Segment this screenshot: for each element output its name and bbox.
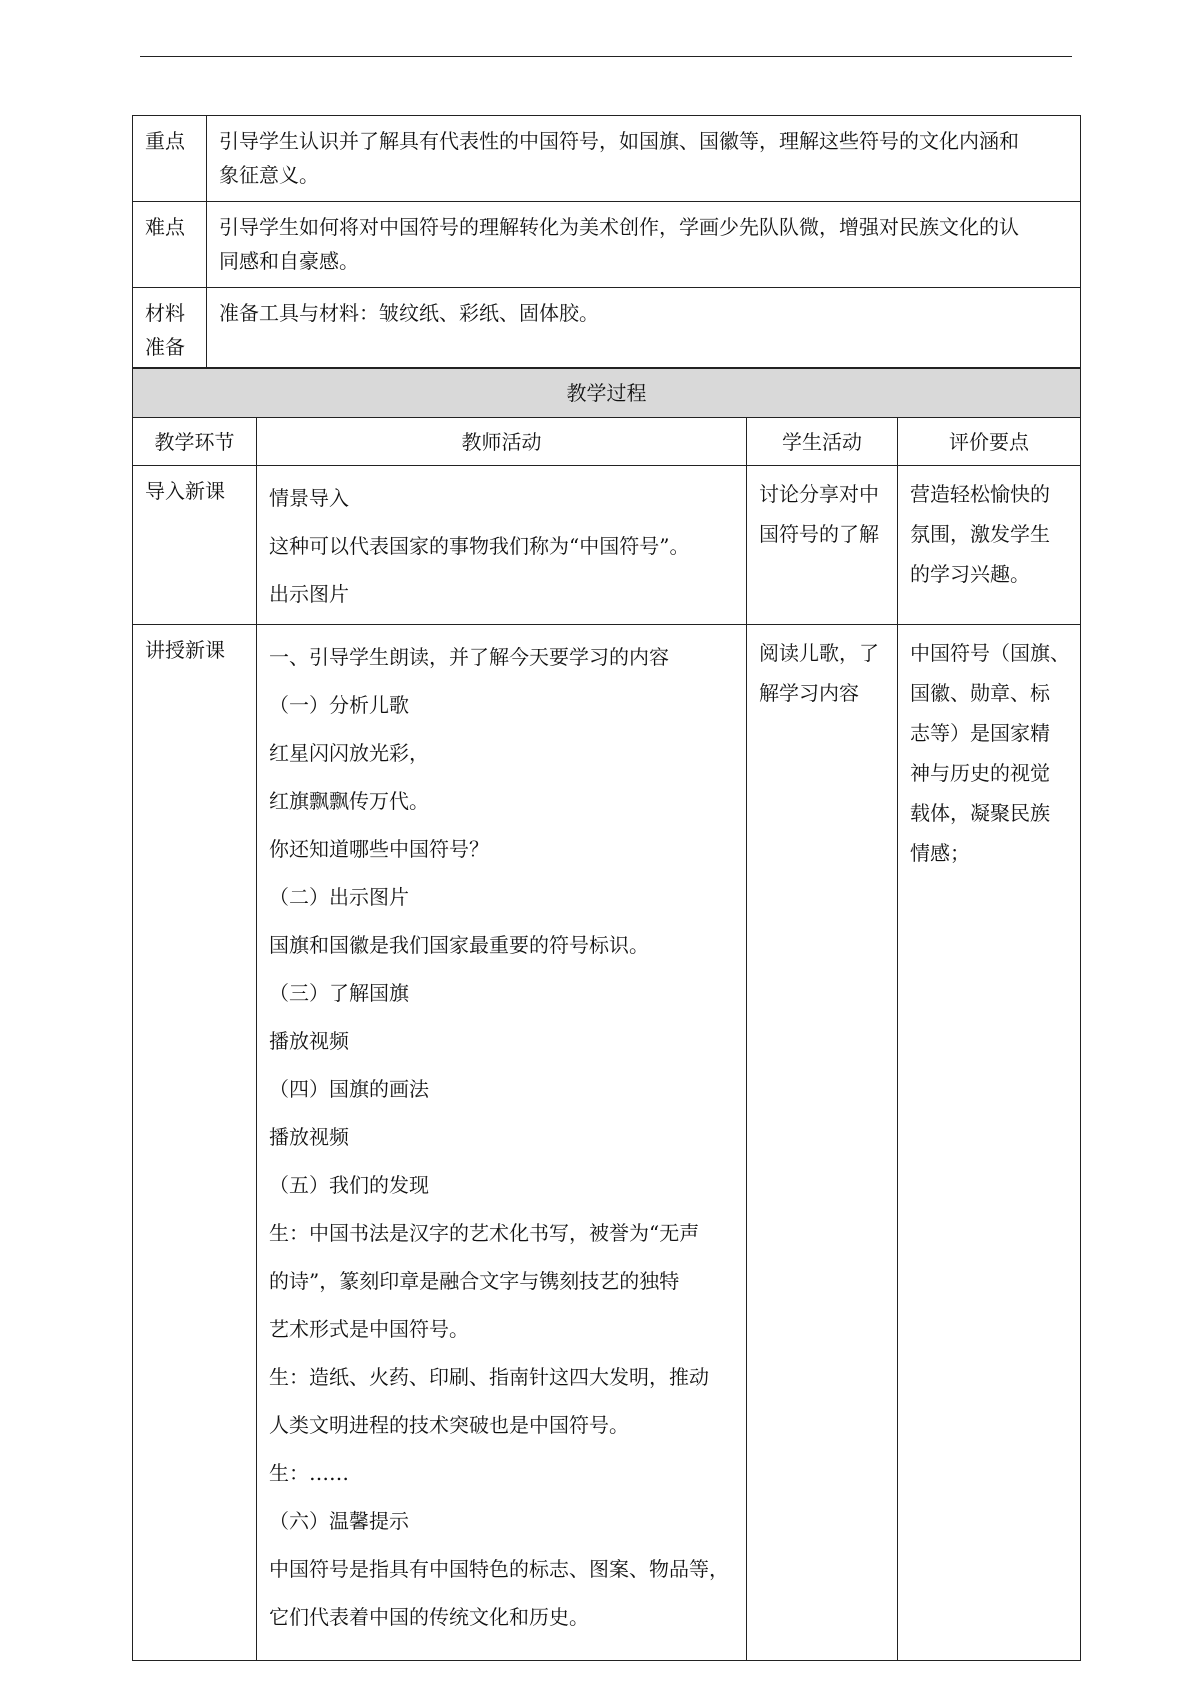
header-student: 学生活动 <box>747 418 898 466</box>
focus-row <box>133 116 1081 202</box>
teacher-line: 生：…… <box>269 1461 349 1485</box>
materials-label: 材料 准备 <box>133 288 207 368</box>
teacher-activity-intro <box>257 466 747 625</box>
teacher-line: 人类文明进程的技术突破也是中国符号。 <box>269 1413 629 1437</box>
difficulty-row <box>133 202 1081 288</box>
lesson-focus-table <box>132 115 1081 368</box>
teacher-line: 的诗”，篆刻印章是融合文字与镌刻技艺的独特 <box>269 1269 680 1293</box>
teacher-activity-new-lesson <box>257 625 747 1661</box>
stage-intro: 导入新课 <box>133 466 257 625</box>
teacher-line: （二）出示图片 <box>269 885 409 909</box>
teacher-line: 红星闪闪放光彩， <box>269 741 429 765</box>
teacher-line: 播放视频 <box>269 1125 349 1149</box>
process-title: 教学过程 <box>133 369 1081 418</box>
teacher-line: 播放视频 <box>269 1029 349 1053</box>
teaching-process-table <box>132 368 1081 1661</box>
teacher-line: 生：造纸、火药、印刷、指南针这四大发明，推动 <box>269 1365 709 1389</box>
teacher-line: 中国符号是指具有中国特色的标志、图案、物品等， <box>269 1557 729 1581</box>
teacher-line: （五）我们的发现 <box>269 1173 429 1197</box>
evaluation-intro: 营造轻松愉快的 氛围，激发学生 的学习兴趣。 <box>898 466 1081 625</box>
teacher-line: 国旗和国徽是我们国家最重要的符号标识。 <box>269 933 649 957</box>
teacher-line: （四）国旗的画法 <box>269 1077 429 1101</box>
teacher-line: 它们代表着中国的传统文化和历史。 <box>269 1605 589 1629</box>
column-header-row <box>133 418 1081 466</box>
teacher-line: 出示图片 <box>269 582 349 606</box>
focus-content: 引导学生认识并了解具有代表性的中国符号，如国旗、国徽等，理解这些符号的文化内涵和 象征意义。 <box>207 116 1081 202</box>
intro-row <box>133 466 1081 625</box>
teacher-line: 这种可以代表国家的事物我们称为“中国符号”。 <box>269 534 690 558</box>
student-activity-new-lesson: 阅读儿歌，了 解学习内容 <box>747 625 898 1661</box>
header-teacher: 教师活动 <box>257 418 747 466</box>
teacher-line: （一）分析儿歌 <box>269 693 409 717</box>
teacher-line: 情景导入 <box>269 486 349 510</box>
teacher-line: 艺术形式是中国符号。 <box>269 1317 469 1341</box>
header-evaluation: 评价要点 <box>898 418 1081 466</box>
difficulty-content: 引导学生如何将对中国符号的理解转化为美术创作，学画少先队队微，增强对民族文化的认 同感和自豪感。 <box>207 202 1081 288</box>
difficulty-label: 难点 <box>133 202 207 288</box>
teacher-line: 你还知道哪些中国符号？ <box>269 837 489 861</box>
teacher-line: 生：中国书法是汉字的艺术化书写，被誉为“无声 <box>269 1221 700 1245</box>
materials-content: 准备工具与材料：皱纹纸、彩纸、固体胶。 <box>207 288 1081 368</box>
teacher-line: （三）了解国旗 <box>269 981 409 1005</box>
teacher-line: 红旗飘飘传万代。 <box>269 789 429 813</box>
teacher-line: （六）温馨提示 <box>269 1509 409 1533</box>
student-activity-intro: 讨论分享对中 国符号的了解 <box>747 466 898 625</box>
evaluation-new-lesson: 中国符号（国旗、 国徽、勋章、标 志等）是国家精 神与历史的视觉 载体，凝聚民族 情感； <box>898 625 1081 1661</box>
new-lesson-row <box>133 625 1081 1661</box>
materials-row <box>133 288 1081 368</box>
header-rule <box>140 56 1072 57</box>
focus-label: 重点 <box>133 116 207 202</box>
header-stage: 教学环节 <box>133 418 257 466</box>
stage-new-lesson: 讲授新课 <box>133 625 257 1661</box>
teacher-line: 一、引导学生朗读，并了解今天要学习的内容 <box>269 645 669 669</box>
